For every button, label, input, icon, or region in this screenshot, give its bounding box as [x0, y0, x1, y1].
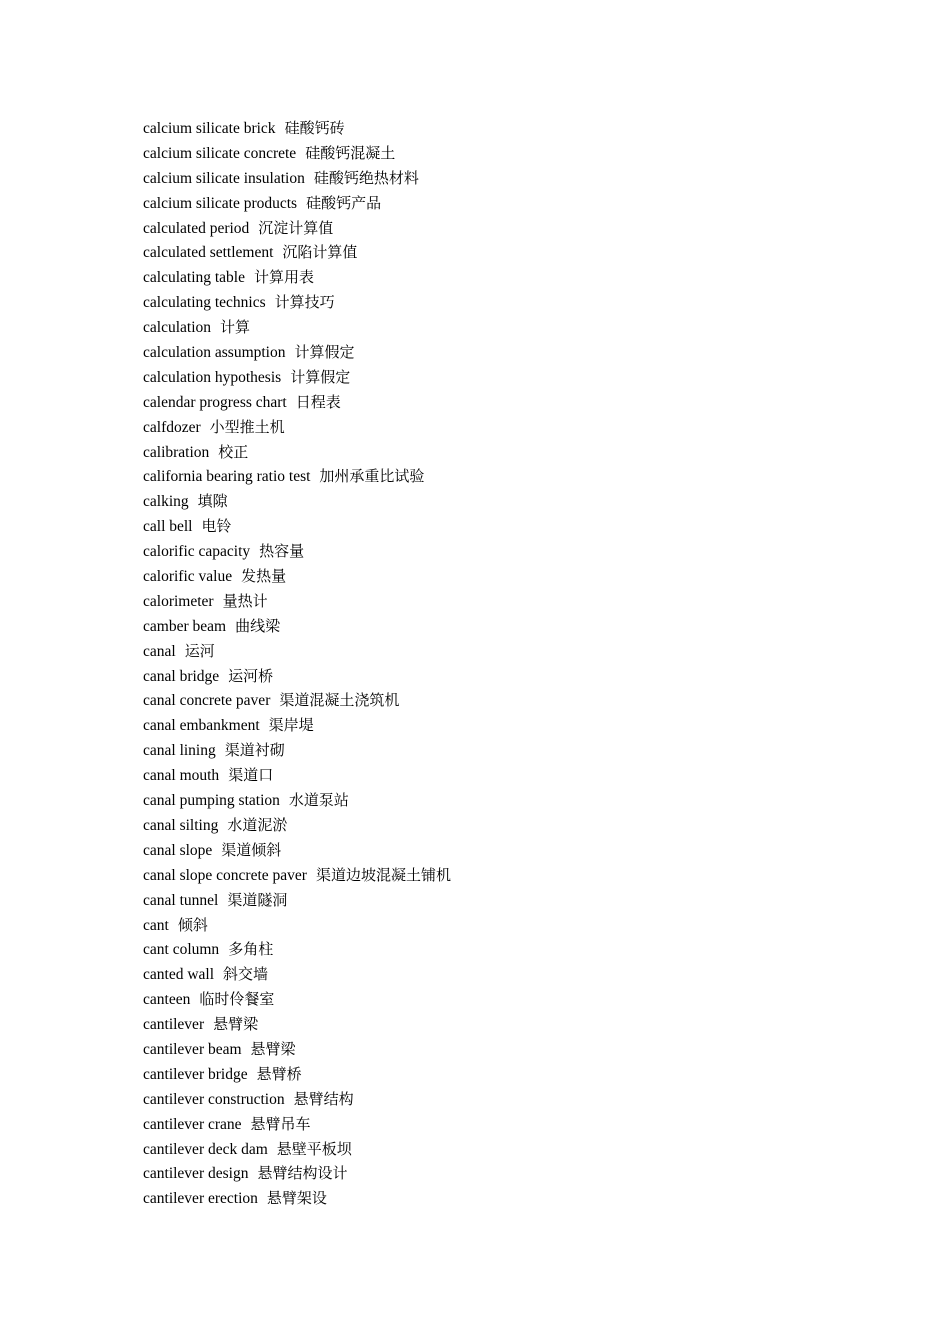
entry-chinese-translation: 计算用表 [254, 268, 315, 287]
entry-chinese-translation: 渠道衬砌 [224, 741, 285, 760]
glossary-entry [143, 315, 451, 340]
entry-english-term: cantilever bridge [143, 1065, 248, 1083]
entry-chinese-translation: 运河 [184, 641, 215, 660]
entry-english-term: calibration [143, 443, 210, 461]
entry-chinese-translation: 临时伶餐室 [199, 990, 275, 1009]
glossary-entry [143, 365, 451, 390]
glossary-entry [143, 340, 451, 365]
entry-chinese-translation: 渠道隧洞 [227, 890, 288, 909]
entry-chinese-translation: 悬臂架设 [266, 1189, 327, 1208]
entry-chinese-translation: 水道泥淤 [227, 815, 288, 834]
glossary-entry [143, 863, 451, 888]
entry-english-term: cant column [143, 941, 220, 959]
glossary-entry [143, 116, 451, 141]
entry-chinese-translation: 运河桥 [228, 666, 274, 685]
entry-chinese-translation: 硅酸钙混凝土 [305, 143, 396, 162]
glossary-entry [143, 937, 451, 962]
glossary-entry [143, 564, 451, 589]
entry-chinese-translation: 悬臂结构 [293, 1089, 354, 1108]
entry-english-term: calculated settlement [143, 244, 274, 262]
entry-english-term: calorific capacity [143, 543, 251, 561]
glossary-entry [143, 1062, 451, 1087]
entry-chinese-translation: 加州承重比试验 [319, 467, 425, 486]
entry-chinese-translation: 计算假定 [290, 367, 351, 386]
entry-chinese-translation: 悬臂梁 [250, 1039, 296, 1058]
entry-english-term: cantilever design [143, 1165, 249, 1183]
entry-chinese-translation: 计算假定 [294, 343, 355, 362]
glossary-entry [143, 813, 451, 838]
entry-chinese-translation: 日程表 [295, 392, 341, 411]
glossary-entry [143, 191, 451, 216]
glossary-entry [143, 987, 451, 1012]
entry-english-term: cantilever beam [143, 1040, 242, 1058]
entry-chinese-translation: 量热计 [222, 591, 268, 610]
entry-english-term: cant [143, 916, 169, 934]
glossary-entry [143, 415, 451, 440]
entry-chinese-translation: 渠道混凝土浇筑机 [279, 691, 400, 710]
entry-chinese-translation: 硅酸钙砖 [284, 119, 345, 137]
glossary-entry [143, 240, 451, 265]
glossary-entry [143, 614, 451, 639]
entry-chinese-translation: 渠道倾斜 [221, 840, 282, 859]
glossary-entry [143, 1012, 451, 1037]
glossary-entry [143, 489, 451, 514]
entry-english-term: calcium silicate products [143, 194, 298, 212]
glossary-entry [143, 913, 451, 938]
entry-chinese-translation: 热容量 [259, 542, 305, 561]
entry-english-term: calendar progress chart [143, 393, 287, 411]
glossary-entry [143, 888, 451, 913]
glossary-entry [143, 1087, 451, 1112]
entry-chinese-translation: 计算技巧 [274, 293, 335, 312]
glossary-entry [143, 639, 451, 664]
entry-english-term: calking [143, 493, 189, 511]
glossary-entry [143, 1137, 451, 1162]
entry-chinese-translation: 渠道边坡混凝土铺机 [315, 865, 451, 884]
entry-english-term: canteen [143, 991, 191, 1009]
entry-english-term: canal slope concrete paver [143, 866, 307, 884]
glossary-entry [143, 664, 451, 689]
glossary-entry [143, 166, 451, 191]
entry-chinese-translation: 悬臂梁 [213, 1015, 259, 1034]
entry-english-term: calculation [143, 319, 211, 337]
entry-chinese-translation: 小型推土机 [209, 417, 285, 436]
entry-english-term: calorimeter [143, 592, 214, 610]
glossary-entry [143, 141, 451, 166]
entry-english-term: calcium silicate concrete [143, 144, 297, 162]
entry-english-term: california bearing ratio test [143, 468, 311, 486]
entry-chinese-translation: 沉淀计算值 [258, 218, 334, 237]
entry-english-term: canted wall [143, 966, 215, 984]
glossary-entry [143, 838, 451, 863]
entry-english-term: canal lining [143, 742, 216, 760]
entry-english-term: canal embankment [143, 717, 260, 735]
glossary-entry [143, 1037, 451, 1062]
entry-chinese-translation: 电铃 [201, 517, 232, 536]
entry-chinese-translation: 硅酸钙产品 [306, 193, 382, 212]
entry-english-term: canal pumping station [143, 792, 280, 810]
glossary-entry [143, 1161, 451, 1186]
glossary-entry [143, 464, 451, 489]
entry-chinese-translation: 校正 [218, 442, 249, 461]
entry-english-term: canal concrete paver [143, 692, 271, 710]
glossary-entry [143, 440, 451, 465]
entry-chinese-translation: 沉陷计算值 [282, 243, 358, 262]
entry-english-term: calcium silicate insulation [143, 169, 305, 187]
entry-chinese-translation: 渠岸堤 [268, 716, 314, 735]
entry-chinese-translation: 斜交墙 [223, 965, 269, 984]
glossary-entry [143, 514, 451, 539]
entry-chinese-translation: 填隙 [197, 492, 228, 511]
entry-chinese-translation: 计算 [220, 318, 251, 337]
entry-english-term: cantilever deck dam [143, 1140, 268, 1158]
entry-english-term: cantilever erection [143, 1190, 258, 1208]
entry-chinese-translation: 发热量 [241, 567, 287, 586]
glossary-entry [143, 290, 451, 315]
glossary-entry [143, 738, 451, 763]
entry-english-term: calorific value [143, 568, 233, 586]
entry-english-term: call bell [143, 518, 193, 536]
entry-english-term: canal [143, 642, 176, 660]
glossary-entry [143, 390, 451, 415]
entry-english-term: calfdozer [143, 418, 201, 436]
entry-english-term: camber beam [143, 617, 227, 635]
glossary-entry [143, 216, 451, 241]
entry-chinese-translation: 悬臂结构设计 [257, 1164, 348, 1183]
entry-chinese-translation: 悬壁平板坝 [276, 1139, 352, 1158]
glossary-entry [143, 688, 451, 713]
glossary-list [143, 116, 451, 1211]
entry-chinese-translation: 多角柱 [228, 940, 274, 959]
glossary-entry [143, 1112, 451, 1137]
glossary-entry [143, 539, 451, 564]
glossary-entry [143, 589, 451, 614]
entry-english-term: calculating table [143, 269, 245, 287]
entry-english-term: canal bridge [143, 667, 220, 685]
entry-chinese-translation: 渠道口 [228, 766, 274, 785]
entry-english-term: cantilever [143, 1016, 205, 1034]
entry-chinese-translation: 硅酸钙绝热材料 [313, 168, 419, 187]
entry-english-term: canal slope [143, 841, 213, 859]
entry-chinese-translation: 悬臂桥 [256, 1064, 302, 1083]
entry-english-term: canal silting [143, 816, 219, 834]
entry-chinese-translation: 曲线梁 [235, 616, 281, 635]
glossary-entry [143, 713, 451, 738]
entry-english-term: calculation assumption [143, 344, 286, 362]
entry-english-term: calcium silicate brick [143, 120, 276, 137]
glossary-entry [143, 265, 451, 290]
entry-english-term: canal mouth [143, 767, 220, 785]
entry-english-term: calculating technics [143, 294, 266, 312]
glossary-entry [143, 788, 451, 813]
glossary-entry [143, 1186, 451, 1211]
entry-english-term: cantilever construction [143, 1090, 285, 1108]
entry-english-term: cantilever crane [143, 1115, 242, 1133]
entry-english-term: calculation hypothesis [143, 368, 282, 386]
entry-chinese-translation: 悬臂吊车 [250, 1114, 311, 1133]
entry-chinese-translation: 倾斜 [177, 915, 208, 934]
entry-english-term: calculated period [143, 219, 250, 237]
glossary-entry [143, 763, 451, 788]
entry-english-term: canal tunnel [143, 891, 219, 909]
glossary-entry [143, 962, 451, 987]
entry-chinese-translation: 水道泵站 [288, 791, 349, 810]
